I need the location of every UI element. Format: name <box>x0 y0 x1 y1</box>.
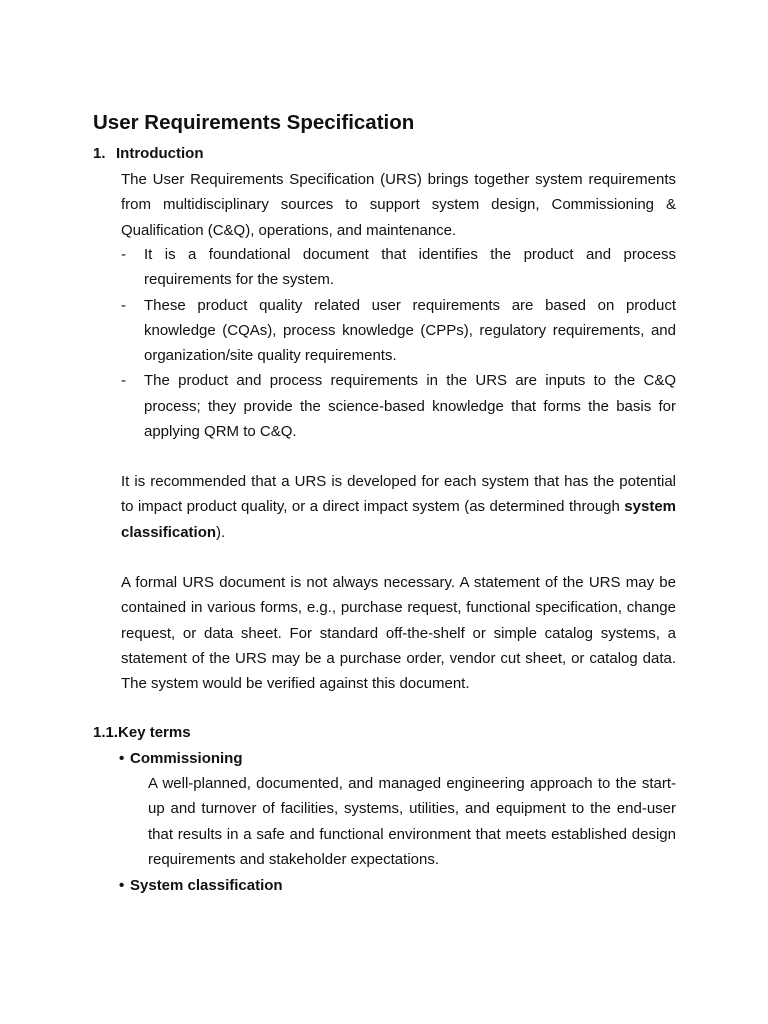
subsection-title: Key terms <box>118 724 191 741</box>
section-heading-key-terms <box>93 721 191 745</box>
term-label: System classification <box>130 877 283 894</box>
commissioning-definition: A well-planned, documented, and managed engineering approach to the start-up and turnover of facilities, systems, utilities, and equipment to the end-user that results in a safe and functional environment that meets established design requirements and stakeholder expectations. <box>148 775 676 868</box>
list-item <box>121 293 676 369</box>
bullet-text: It is a foundational document that identifies the product and process requirements for the system. <box>144 246 676 289</box>
bullet-text: These product quality related user requirements are based on product knowledge (CQAs), process knowledge (CPPs), regulatory requirements, and organization/site quality requirements. <box>144 296 676 365</box>
system-classification-term: system classification <box>121 498 676 541</box>
section-number: 1. <box>93 145 106 162</box>
intro-bullet-list <box>121 242 676 444</box>
term-commissioning <box>119 747 243 771</box>
bullet-dash: - <box>121 372 126 390</box>
term-label: Commissioning <box>130 750 243 767</box>
section-title: Introduction <box>116 145 204 162</box>
bullet-dash: - <box>121 246 126 263</box>
document-title: User Requirements Specification <box>93 111 415 134</box>
list-item <box>121 368 676 444</box>
section-heading-introduction <box>93 142 203 166</box>
term-system-classification <box>119 874 283 898</box>
bullet-text: The product and process requirements in the URS are inputs to the C&Q process; they provide the science-based knowledge that forms the basis for applying QRM to C&Q. <box>144 372 676 441</box>
recommendation-paragraph <box>121 469 676 545</box>
bullet-dot: • <box>119 750 125 767</box>
formal-urs-paragraph: A formal URS document is not always necessary. A statement of the URS may be contained in various forms, e.g., purchase request, functional specification, change request, or data sheet. For standard off-the-shelf or simple catalog systems, a statement of the URS may be a purchase order, vendor cut sheet, or catalog data. The system would be verified against this document. <box>121 574 676 693</box>
intro-paragraph: The User Requirements Specification (URS) brings together system requirements from multidisciplinary sources to support system design, Commissioning & Qualification (C&Q), operations, and maintenance. <box>121 171 676 239</box>
recommendation-text-end: ). <box>216 523 226 541</box>
recommendation-text: It is recommended that a URS is developed for each system that has the potential to impact product quality, or a direct impact system (as determined through <box>121 473 676 516</box>
bullet-dot: • <box>119 877 125 894</box>
subsection-number: 1.1. <box>93 724 119 741</box>
bullet-dash: - <box>121 296 126 314</box>
list-item <box>121 242 676 293</box>
